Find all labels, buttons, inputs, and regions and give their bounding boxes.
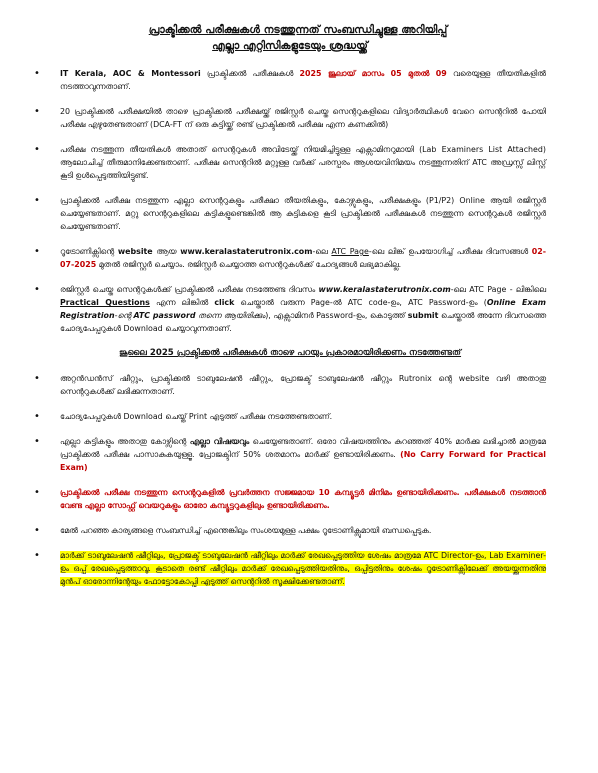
- list-item: [34, 486, 546, 512]
- item-text: ചെയ്യേണ്ടതാണ്. ഒരോ വിഷയത്തിനും കുറഞ്ഞത് 40% മാർക്കു ലഭിച്ചാൽ മാത്രമേ പ്രാക്ടിക്കൽ പരീക്ഷ പാസാകുകയുള്ളൂ. പ്രോജക്ടിന് 50% ശതമാനം മാർക്ക് ഉണ്ടായിരിക്കണം.: [60, 437, 546, 459]
- course-names: IT Kerala, AOC & Montessori: [60, 69, 201, 78]
- bullet-icon: •: [34, 284, 40, 295]
- list-item: [34, 524, 546, 537]
- item-text: എന്ന ലിങ്കിൽ: [149, 298, 215, 307]
- list-item: [34, 410, 546, 423]
- item-text: -ലെ: [312, 247, 332, 256]
- bullet-icon: •: [34, 525, 40, 536]
- page-title: പ്രാക്ടിക്കൽ പരീക്ഷകൾ നടത്തുന്നത് സംബന്ധിച്ചുള്ള അറിയിപ്പ്: [148, 24, 448, 36]
- submit-label: submit: [407, 311, 439, 320]
- list-item: [34, 283, 546, 335]
- item-text: മുതൽ രജിസ്റ്റർ ചെയ്യാം. രജിസ്റ്റർ ചെയ്യാത്ത സെന്ററുകൾക്ക് ചോദ്യങ്ങൾ ലഭ്യമാകില്ല.: [96, 260, 402, 269]
- website-url: www.keralastaterutronix.com: [180, 247, 313, 256]
- item-text: ചെയ്താൽ വരുന്ന Page-ൽ ATC code-ഉം, ATC Password-ഉം (: [234, 298, 487, 307]
- atc-page-link: ATC Page: [331, 247, 369, 256]
- item-text: ), എക്സാമിനർ Password-ഉം, കൊടുത്ത്: [265, 311, 408, 320]
- item-text: -ലെ ലിങ്ക് ഉപയോഗിച്ച് പരീക്ഷ ദിവസങ്ങൾ: [368, 247, 532, 256]
- item-text: ചോദ്യപേപ്പറുകൾ Download ചെയ്ത് Print എടുത്ത് പരീക്ഷ നടത്തേണ്ടതാണ്.: [60, 412, 333, 421]
- list-item: [34, 372, 546, 398]
- item-text: 20 പ്രാക്ടിക്കൽ പരീക്ഷയിൽ താഴെ പ്രാക്ടിക്കൽ പരീക്ഷയ്ക്ക് രജിസ്റ്റർ ചെയ്ത സെന്ററുകളിലെ വിദ്യാർത്ഥികൾ വേറെ സെന്ററിൽ പോയി പരീക്ഷ എഴുതേണ്ടതാണ് (DCA-FT ന് ഒരു കുട്ടിയ്ക്ക് രണ്ട് പ്രാക്ടിക്കൽ പരീക്ഷ എന്ന കണക്കിൽ): [60, 107, 546, 129]
- highlighted-instruction: മാർക്ക് ടാബുലേഷൻ ഷീറ്റിലും, പ്രോജക്ട് ടാബുലേഷൻ ഷീറ്റിലും മാർക്ക് രേഖപ്പെടുത്തിയ ശേഷം മാത്രമേ ATC Director-ഉം, Lab Examiner-ഉം ഒപ്പ് രേഖപ്പെടുത്താവൂ. കൂടാതെ രണ്ട് ഷീറ്റിലും മാർക്ക് രേഖപ്പെടുത്തിയതിനും, ഒപ്പിട്ടതിനും ശേഷം റൂട്രോണിക്സിലേക്ക് അയയ്ക്കുന്നതിനു മുൻപ് ഓരോന്നിന്റേയും ഫോട്ടോകോപ്പി എടുത്ത് സെന്ററിൽ സൂക്ഷിക്കേണ്ടതാണ്.: [60, 551, 546, 586]
- item-text: റൂട്രോണിക്സിന്റെ: [60, 247, 118, 256]
- atc-password-label: ATC password: [133, 311, 196, 320]
- list-item: [34, 194, 546, 233]
- list-item: [34, 549, 546, 588]
- item-text: പ്രാക്ടിക്കൽ പരീക്ഷകൾ: [200, 69, 300, 78]
- bullet-icon: •: [34, 411, 40, 422]
- list-item: [34, 143, 546, 182]
- bullet-icon: •: [34, 195, 40, 206]
- item-text: പ്രാക്ടിക്കൽ പരീക്ഷ നടത്തുന്ന എല്ലാ സെന്ററുകളും പരീക്ഷാ തീയതികളും, കോഴ്സുകളും, പരീക്ഷകളും (P1/P2) Online ആയി രജിസ്റ്റർ ചെയ്യേണ്ടതാണ്. മറ്റു സെന്ററുകളിലെ കുട്ടികളുണ്ടെങ്കിൽ ആ കുട്ടികളെ കൂടി പ്രാക്ടിക്കൽ പരീക്ഷകൾ നടത്തുന്ന സെന്ററുകൾ രജിസ്റ്റർ ചെയ്യേണ്ടതാണ്.: [60, 196, 546, 231]
- bullet-icon: •: [34, 436, 40, 447]
- list-item: [34, 105, 546, 131]
- list-item: [34, 67, 546, 93]
- click-label: click: [214, 298, 235, 307]
- item-text: മേൽ പറഞ്ഞ കാര്യങ്ങളെ സംബന്ധിച്ച് എന്തെങ്കിലും സംശയമുള്ള പക്ഷം റൂട്രോണിക്സുമായി ബന്ധപ്പെടുക.: [60, 526, 432, 535]
- bullet-icon: •: [34, 487, 40, 498]
- computer-requirement-note: പ്രാക്ടിക്കൽ പരീക്ഷ നടത്തുന്ന സെന്ററുകളിൽ പ്രവർത്തന സജ്ജമായ 10 കമ്പ്യൂട്ടർ മിനിമം ഉണ്ടായിരിക്കണം. പരീക്ഷകൾ നടത്താൻ വേണ്ട എല്ലാ സോഫ്റ്റ് വെയറുകളും ഓരോ കമ്പ്യൂട്ടറുകളിലും ഉണ്ടായിരിക്കണം.: [60, 488, 546, 510]
- list-item: [34, 435, 546, 474]
- bullet-icon: •: [34, 246, 40, 257]
- item-text: -ന്റെ: [114, 311, 134, 320]
- item-text: രജിസ്റ്റർ ചെയ്ത സെന്ററുകൾക്ക് പ്രാക്ടിക്കൽ പരീക്ഷ നടത്തേണ്ട ദിവസം: [60, 285, 319, 294]
- bullet-icon: •: [34, 68, 40, 79]
- bullet-icon: •: [34, 106, 40, 117]
- item-text: പരീക്ഷ നടത്തുന്ന തീയതികൾ അതാത് സെന്ററുകൾ അവിടേയ്ക്ക് നിയമിച്ചിട്ടുള്ള എക്സാമിനറുമായി (Lab Examiners List Attached) ആലോചിച്ച് തീരുമാനിക്കേണ്ടതാണ്. പരീക്ഷ സെന്ററിൽ മറ്റുള്ള വർക്ക് പരസ്പരം ആശയവിനിമയം നടത്തുന്നതിന് ATC അഡ്രസ്സ് ലിസ്റ്റ് കൂടി ഉൾപ്പെടുത്തിയിട്ടുണ്ട്.: [60, 145, 546, 180]
- item-text: -ലെ ATC Page - ലിങ്കിലെ: [450, 285, 546, 294]
- bullet-icon: •: [34, 144, 40, 155]
- list-item: [34, 245, 546, 271]
- no-carry-forward-note: (No Carry Forward for Practical Exam): [60, 450, 547, 472]
- item-text: വരെയുള്ള തീയതികളിൽ നടത്താവുന്നതാണ്.: [60, 69, 546, 91]
- exam-date-range: 2025 ജൂലായ് മാസം 05 മുതൽ 09: [299, 69, 447, 78]
- website-url: www.keralastaterutronix.com: [318, 285, 451, 294]
- notice-list-b: [34, 372, 546, 588]
- registration-date: 02-07-2025: [60, 247, 546, 269]
- notice-list-a: [34, 67, 546, 335]
- section-heading: ജൂലൈ 2025 പ്രാക്ടിക്കൽ പരീക്ഷകൾ താഴെ പറയും പ്രകാരമായിരിക്കണം നടത്തേണ്ടത്: [118, 348, 462, 358]
- bullet-icon: •: [34, 373, 40, 384]
- online-exam-registration: Online Exam Registration: [60, 298, 546, 320]
- page-subtitle: എല്ലാ എറ്റിസികളുടേയും ശ്രദ്ധയ്ക്ക്: [212, 40, 368, 52]
- item-text: ചെയ്താൽ അന്നേ ദിവസത്തെ ചോദ്യപേപ്പറുകൾ Download ചെയ്യാവുന്നതാണ്.: [60, 311, 546, 333]
- bullet-icon: •: [34, 550, 40, 561]
- item-text: തന്നെ ആയിരിക്കും: [195, 311, 266, 320]
- item-text: ആയ: [152, 247, 181, 256]
- practical-questions-link: Practical Questions: [60, 298, 150, 307]
- item-text: എല്ലാ കുട്ടികളും അതാതു കോഴ്സിന്റെ: [60, 437, 190, 446]
- website-label: website: [117, 247, 153, 256]
- item-text: അറ്റൻഡൻസ് ഷീറ്റും, പ്രാക്ടിക്കൽ ടാബുലേഷൻ ഷീറ്റും, പ്രോജക്ട് ടാബുലേഷൻ ഷീറ്റും Rutronix ന്റെ website വഴി അതാതു സെന്ററുകൾക്ക് ലഭിക്കുന്നതാണ്.: [60, 374, 546, 396]
- all-subjects-label: എല്ലാ വിഷയവും: [189, 437, 250, 446]
